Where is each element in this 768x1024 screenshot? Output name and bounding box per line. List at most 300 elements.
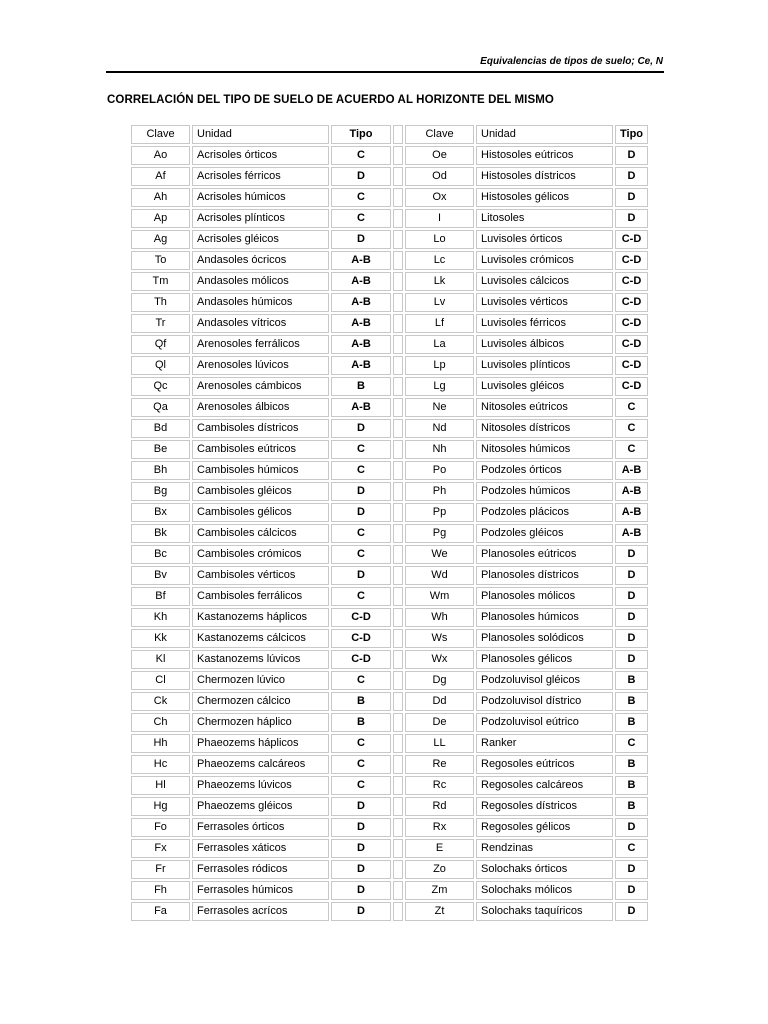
tipo-cell: D xyxy=(331,860,391,879)
unidad-cell-right: Luvisoles vérticos xyxy=(476,293,613,312)
unidad-cell: Acrisoles plínticos xyxy=(192,209,329,228)
clave-cell: Hh xyxy=(131,734,190,753)
table-row xyxy=(131,671,648,690)
column-gap xyxy=(393,902,403,921)
clave-cell-right: Ne xyxy=(405,398,474,417)
tipo-cell: D xyxy=(331,482,391,501)
unidad-cell-right: Solochaks mólicos xyxy=(476,881,613,900)
table-row xyxy=(131,881,648,900)
tipo-cell-right: D xyxy=(615,650,648,669)
column-gap xyxy=(393,314,403,333)
tipo-cell: B xyxy=(331,692,391,711)
unidad-cell: Acrisoles húmicos xyxy=(192,188,329,207)
column-gap xyxy=(393,671,403,690)
column-gap xyxy=(393,167,403,186)
tipo-cell: C xyxy=(331,209,391,228)
column-gap xyxy=(393,440,403,459)
clave-cell-right: Lc xyxy=(405,251,474,270)
unidad-cell: Arenosoles álbicos xyxy=(192,398,329,417)
tipo-cell: D xyxy=(331,797,391,816)
table-header-row xyxy=(131,125,648,144)
column-gap xyxy=(393,251,403,270)
tipo-cell: D xyxy=(331,566,391,585)
unidad-cell-right: Regosoles eútricos xyxy=(476,755,613,774)
unidad-cell-right: Regosoles gélicos xyxy=(476,818,613,837)
tipo-cell-right: C-D xyxy=(615,356,648,375)
column-gap xyxy=(393,377,403,396)
tipo-cell-right: D xyxy=(615,587,648,606)
column-header-tipo: Tipo xyxy=(331,125,391,144)
unidad-cell-right: Podzoluvisol eútrico xyxy=(476,713,613,732)
column-gap xyxy=(393,293,403,312)
unidad-cell-right: Litosoles xyxy=(476,209,613,228)
unidad-cell: Kastanozems cálcicos xyxy=(192,629,329,648)
tipo-cell: A-B xyxy=(331,398,391,417)
tipo-cell-right: C-D xyxy=(615,251,648,270)
column-gap xyxy=(393,209,403,228)
header-rule xyxy=(106,71,664,73)
unidad-cell: Chermozen cálcico xyxy=(192,692,329,711)
unidad-cell-right: Luvisoles órticos xyxy=(476,230,613,249)
clave-cell-right: Nd xyxy=(405,419,474,438)
tipo-cell: D xyxy=(331,230,391,249)
tipo-cell-right: C-D xyxy=(615,230,648,249)
unidad-cell-right: Planosoles mólicos xyxy=(476,587,613,606)
clave-cell: Qa xyxy=(131,398,190,417)
column-gap xyxy=(393,818,403,837)
clave-cell: Th xyxy=(131,293,190,312)
tipo-cell-right: B xyxy=(615,776,648,795)
unidad-cell: Chermozen lúvico xyxy=(192,671,329,690)
column-gap xyxy=(393,356,403,375)
unidad-cell-right: Podzoles húmicos xyxy=(476,482,613,501)
tipo-cell: C-D xyxy=(331,608,391,627)
tipo-cell-right: D xyxy=(615,188,648,207)
column-gap xyxy=(393,125,403,144)
clave-cell-right: Zt xyxy=(405,902,474,921)
unidad-cell-right: Luvisoles crómicos xyxy=(476,251,613,270)
clave-cell: Fa xyxy=(131,902,190,921)
column-header-clave: Clave xyxy=(131,125,190,144)
unidad-cell: Cambisoles dístricos xyxy=(192,419,329,438)
tipo-cell-right: A-B xyxy=(615,461,648,480)
unidad-cell: Ferrasoles órticos xyxy=(192,818,329,837)
tipo-cell-right: A-B xyxy=(615,503,648,522)
unidad-cell-right: Nitosoles dístricos xyxy=(476,419,613,438)
table-row xyxy=(131,839,648,858)
clave-cell-right: Lg xyxy=(405,377,474,396)
clave-cell: Bx xyxy=(131,503,190,522)
unidad-cell: Arenosoles lúvicos xyxy=(192,356,329,375)
tipo-cell: B xyxy=(331,713,391,732)
unidad-cell: Ferrasoles húmicos xyxy=(192,881,329,900)
column-gap xyxy=(393,713,403,732)
table-row xyxy=(131,167,648,186)
clave-cell-right: Po xyxy=(405,461,474,480)
clave-cell-right: Wm xyxy=(405,587,474,606)
table-row xyxy=(131,335,648,354)
tipo-cell-right: D xyxy=(615,146,648,165)
clave-cell-right: Dd xyxy=(405,692,474,711)
clave-cell: Bc xyxy=(131,545,190,564)
clave-cell-right: Wd xyxy=(405,566,474,585)
tipo-cell: D xyxy=(331,902,391,921)
column-gap xyxy=(393,272,403,291)
tipo-cell: C xyxy=(331,671,391,690)
clave-cell: Bv xyxy=(131,566,190,585)
tipo-cell-right: B xyxy=(615,755,648,774)
table-row xyxy=(131,629,648,648)
column-gap xyxy=(393,797,403,816)
tipo-cell-right: D xyxy=(615,545,648,564)
tipo-cell-right: C-D xyxy=(615,335,648,354)
unidad-cell: Acrisoles férricos xyxy=(192,167,329,186)
column-header-unidad-right: Unidad xyxy=(476,125,613,144)
clave-cell: Qc xyxy=(131,377,190,396)
clave-cell: Cl xyxy=(131,671,190,690)
table-row xyxy=(131,419,648,438)
unidad-cell: Cambisoles gélicos xyxy=(192,503,329,522)
tipo-cell: A-B xyxy=(331,314,391,333)
tipo-cell-right: B xyxy=(615,713,648,732)
tipo-cell-right: C-D xyxy=(615,377,648,396)
unidad-cell: Cambisoles vérticos xyxy=(192,566,329,585)
tipo-cell: D xyxy=(331,167,391,186)
table-row xyxy=(131,251,648,270)
unidad-cell: Acrisoles órticos xyxy=(192,146,329,165)
clave-cell-right: Lo xyxy=(405,230,474,249)
clave-cell: Fr xyxy=(131,860,190,879)
clave-cell: Fh xyxy=(131,881,190,900)
column-gap xyxy=(393,230,403,249)
clave-cell: Kl xyxy=(131,650,190,669)
unidad-cell: Arenosoles cámbicos xyxy=(192,377,329,396)
clave-cell-right: De xyxy=(405,713,474,732)
unidad-cell: Andasoles húmicos xyxy=(192,293,329,312)
tipo-cell-right: C xyxy=(615,419,648,438)
unidad-cell: Kastanozems háplicos xyxy=(192,608,329,627)
unidad-cell-right: Luvisoles cálcicos xyxy=(476,272,613,291)
unidad-cell-right: Luvisoles gléicos xyxy=(476,377,613,396)
unidad-cell: Arenosoles ferrálicos xyxy=(192,335,329,354)
tipo-cell-right: D xyxy=(615,167,648,186)
table-row xyxy=(131,209,648,228)
tipo-cell: D xyxy=(331,419,391,438)
clave-cell: Ao xyxy=(131,146,190,165)
unidad-cell: Cambisoles gléicos xyxy=(192,482,329,501)
table-row xyxy=(131,272,648,291)
tipo-cell-right: D xyxy=(615,818,648,837)
unidad-cell-right: Planosoles eútricos xyxy=(476,545,613,564)
unidad-cell: Phaeozems calcáreos xyxy=(192,755,329,774)
unidad-cell: Chermozen háplico xyxy=(192,713,329,732)
tipo-cell: D xyxy=(331,881,391,900)
table-row xyxy=(131,797,648,816)
unidad-cell-right: Solochaks órticos xyxy=(476,860,613,879)
tipo-cell-right: C-D xyxy=(615,293,648,312)
tipo-cell: A-B xyxy=(331,251,391,270)
clave-cell: Bf xyxy=(131,587,190,606)
column-gap xyxy=(393,146,403,165)
clave-cell-right: Ox xyxy=(405,188,474,207)
table-row xyxy=(131,524,648,543)
tipo-cell: A-B xyxy=(331,272,391,291)
clave-cell-right: Lp xyxy=(405,356,474,375)
table-row xyxy=(131,377,648,396)
unidad-cell: Ferrasoles acrícos xyxy=(192,902,329,921)
clave-cell-right: Zm xyxy=(405,881,474,900)
clave-cell-right: Od xyxy=(405,167,474,186)
tipo-cell: C xyxy=(331,440,391,459)
tipo-cell-right: D xyxy=(615,608,648,627)
clave-cell: Ah xyxy=(131,188,190,207)
tipo-cell-right: C xyxy=(615,440,648,459)
column-header-unidad: Unidad xyxy=(192,125,329,144)
tipo-cell-right: D xyxy=(615,629,648,648)
clave-cell: Bg xyxy=(131,482,190,501)
clave-cell-right: Lv xyxy=(405,293,474,312)
column-gap xyxy=(393,419,403,438)
column-header-clave-right: Clave xyxy=(405,125,474,144)
column-header-tipo-right: Tipo xyxy=(615,125,648,144)
table-row xyxy=(131,314,648,333)
clave-cell: Qf xyxy=(131,335,190,354)
table-row xyxy=(131,818,648,837)
tipo-cell: C xyxy=(331,755,391,774)
unidad-cell: Ferrasoles ródicos xyxy=(192,860,329,879)
column-gap xyxy=(393,860,403,879)
table-row xyxy=(131,545,648,564)
unidad-cell-right: Histosoles eútricos xyxy=(476,146,613,165)
tipo-cell-right: D xyxy=(615,881,648,900)
unidad-cell-right: Rendzinas xyxy=(476,839,613,858)
tipo-cell-right: C-D xyxy=(615,272,648,291)
unidad-cell-right: Nitosoles eútricos xyxy=(476,398,613,417)
clave-cell-right: Rd xyxy=(405,797,474,816)
table-row xyxy=(131,482,648,501)
clave-cell: Ck xyxy=(131,692,190,711)
document-title: CORRELACIÓN DEL TIPO DE SUELO DE ACUERDO AL HORIZONTE DEL MISMO xyxy=(107,94,554,106)
tipo-cell-right: C xyxy=(615,398,648,417)
clave-cell-right: We xyxy=(405,545,474,564)
clave-cell: Hg xyxy=(131,797,190,816)
tipo-cell-right: A-B xyxy=(615,482,648,501)
clave-cell: To xyxy=(131,251,190,270)
unidad-cell-right: Regosoles calcáreos xyxy=(476,776,613,795)
table-row xyxy=(131,734,648,753)
table-row xyxy=(131,608,648,627)
unidad-cell: Kastanozems lúvicos xyxy=(192,650,329,669)
tipo-cell-right: C xyxy=(615,734,648,753)
clave-cell: Kh xyxy=(131,608,190,627)
column-gap xyxy=(393,629,403,648)
unidad-cell: Phaeozems háplicos xyxy=(192,734,329,753)
tipo-cell: A-B xyxy=(331,293,391,312)
column-gap xyxy=(393,692,403,711)
unidad-cell-right: Luvisoles álbicos xyxy=(476,335,613,354)
column-gap xyxy=(393,398,403,417)
clave-cell: Ap xyxy=(131,209,190,228)
column-gap xyxy=(393,839,403,858)
unidad-cell-right: Histosoles dístricos xyxy=(476,167,613,186)
column-gap xyxy=(393,524,403,543)
unidad-cell: Cambisoles húmicos xyxy=(192,461,329,480)
unidad-cell-right: Nitosoles húmicos xyxy=(476,440,613,459)
unidad-cell-right: Histosoles gélicos xyxy=(476,188,613,207)
unidad-cell: Cambisoles cálcicos xyxy=(192,524,329,543)
table-row xyxy=(131,188,648,207)
clave-cell: Fx xyxy=(131,839,190,858)
clave-cell: Fo xyxy=(131,818,190,837)
tipo-cell: D xyxy=(331,818,391,837)
clave-cell: Bd xyxy=(131,419,190,438)
clave-cell-right: LL xyxy=(405,734,474,753)
clave-cell: Hc xyxy=(131,755,190,774)
tipo-cell: C xyxy=(331,188,391,207)
column-gap xyxy=(393,188,403,207)
clave-cell-right: Ws xyxy=(405,629,474,648)
unidad-cell-right: Podzoles gléicos xyxy=(476,524,613,543)
column-gap xyxy=(393,734,403,753)
table-row xyxy=(131,440,648,459)
unidad-cell: Andasoles ócricos xyxy=(192,251,329,270)
column-gap xyxy=(393,881,403,900)
clave-cell: Ag xyxy=(131,230,190,249)
clave-cell: Kk xyxy=(131,629,190,648)
unidad-cell-right: Podzoles plácicos xyxy=(476,503,613,522)
table-row xyxy=(131,587,648,606)
table-row xyxy=(131,503,648,522)
clave-cell: Bk xyxy=(131,524,190,543)
unidad-cell-right: Podzoluvisol dístrico xyxy=(476,692,613,711)
table-row xyxy=(131,650,648,669)
column-gap xyxy=(393,335,403,354)
unidad-cell-right: Ranker xyxy=(476,734,613,753)
unidad-cell-right: Luvisoles férricos xyxy=(476,314,613,333)
table-row xyxy=(131,692,648,711)
tipo-cell: A-B xyxy=(331,356,391,375)
unidad-cell-right: Solochaks taquíricos xyxy=(476,902,613,921)
tipo-cell-right: D xyxy=(615,566,648,585)
table-row xyxy=(131,776,648,795)
column-gap xyxy=(393,650,403,669)
clave-cell: Bh xyxy=(131,461,190,480)
clave-cell: Ch xyxy=(131,713,190,732)
tipo-cell: A-B xyxy=(331,335,391,354)
unidad-cell: Cambisoles ferrálicos xyxy=(192,587,329,606)
unidad-cell: Phaeozems gléicos xyxy=(192,797,329,816)
column-gap xyxy=(393,461,403,480)
clave-cell-right: Lk xyxy=(405,272,474,291)
soil-correlation-table xyxy=(129,123,650,923)
tipo-cell-right: D xyxy=(615,209,648,228)
table-row xyxy=(131,713,648,732)
tipo-cell: C-D xyxy=(331,629,391,648)
unidad-cell-right: Planosoles gélicos xyxy=(476,650,613,669)
clave-cell: Be xyxy=(131,440,190,459)
tipo-cell-right: D xyxy=(615,860,648,879)
column-gap xyxy=(393,503,403,522)
unidad-cell-right: Regosoles dístricos xyxy=(476,797,613,816)
table-row xyxy=(131,356,648,375)
tipo-cell: D xyxy=(331,503,391,522)
tipo-cell-right: C xyxy=(615,839,648,858)
column-gap xyxy=(393,608,403,627)
column-gap xyxy=(393,587,403,606)
table-row xyxy=(131,902,648,921)
tipo-cell-right: B xyxy=(615,692,648,711)
clave-cell-right: I xyxy=(405,209,474,228)
tipo-cell: C xyxy=(331,461,391,480)
tipo-cell: B xyxy=(331,377,391,396)
clave-cell: Hl xyxy=(131,776,190,795)
clave-cell-right: Wh xyxy=(405,608,474,627)
tipo-cell: C xyxy=(331,146,391,165)
clave-cell-right: Rx xyxy=(405,818,474,837)
clave-cell-right: Wx xyxy=(405,650,474,669)
unidad-cell: Andasoles vítricos xyxy=(192,314,329,333)
tipo-cell: C xyxy=(331,734,391,753)
table-row xyxy=(131,461,648,480)
tipo-cell-right: A-B xyxy=(615,524,648,543)
clave-cell: Af xyxy=(131,167,190,186)
clave-cell-right: Oe xyxy=(405,146,474,165)
column-gap xyxy=(393,545,403,564)
clave-cell-right: Rc xyxy=(405,776,474,795)
unidad-cell-right: Planosoles húmicos xyxy=(476,608,613,627)
tipo-cell: C xyxy=(331,545,391,564)
tipo-cell: C-D xyxy=(331,650,391,669)
tipo-cell: C xyxy=(331,524,391,543)
unidad-cell: Phaeozems lúvicos xyxy=(192,776,329,795)
tipo-cell-right: D xyxy=(615,902,648,921)
clave-cell-right: Pp xyxy=(405,503,474,522)
column-gap xyxy=(393,482,403,501)
table-row xyxy=(131,146,648,165)
unidad-cell: Ferrasoles xáticos xyxy=(192,839,329,858)
clave-cell-right: Nh xyxy=(405,440,474,459)
clave-cell-right: Re xyxy=(405,755,474,774)
unidad-cell: Andasoles mólicos xyxy=(192,272,329,291)
clave-cell: Ql xyxy=(131,356,190,375)
unidad-cell: Cambisoles crómicos xyxy=(192,545,329,564)
tipo-cell-right: B xyxy=(615,797,648,816)
unidad-cell: Cambisoles eútricos xyxy=(192,440,329,459)
clave-cell-right: La xyxy=(405,335,474,354)
table-row xyxy=(131,398,648,417)
column-gap xyxy=(393,566,403,585)
tipo-cell-right: B xyxy=(615,671,648,690)
clave-cell-right: Pg xyxy=(405,524,474,543)
clave-cell-right: E xyxy=(405,839,474,858)
unidad-cell-right: Planosoles dístricos xyxy=(476,566,613,585)
column-gap xyxy=(393,755,403,774)
table-row xyxy=(131,860,648,879)
table-row xyxy=(131,566,648,585)
unidad-cell-right: Podzoles órticos xyxy=(476,461,613,480)
unidad-cell-right: Podzoluvisol gléicos xyxy=(476,671,613,690)
table-row xyxy=(131,755,648,774)
column-gap xyxy=(393,776,403,795)
tipo-cell: C xyxy=(331,776,391,795)
unidad-cell: Acrisoles gléicos xyxy=(192,230,329,249)
clave-cell: Tm xyxy=(131,272,190,291)
page-header: Equivalencias de tipos de suelo; Ce, N xyxy=(480,56,663,67)
unidad-cell-right: Planosoles solódicos xyxy=(476,629,613,648)
unidad-cell-right: Luvisoles plínticos xyxy=(476,356,613,375)
table-row xyxy=(131,293,648,312)
table-row xyxy=(131,230,648,249)
